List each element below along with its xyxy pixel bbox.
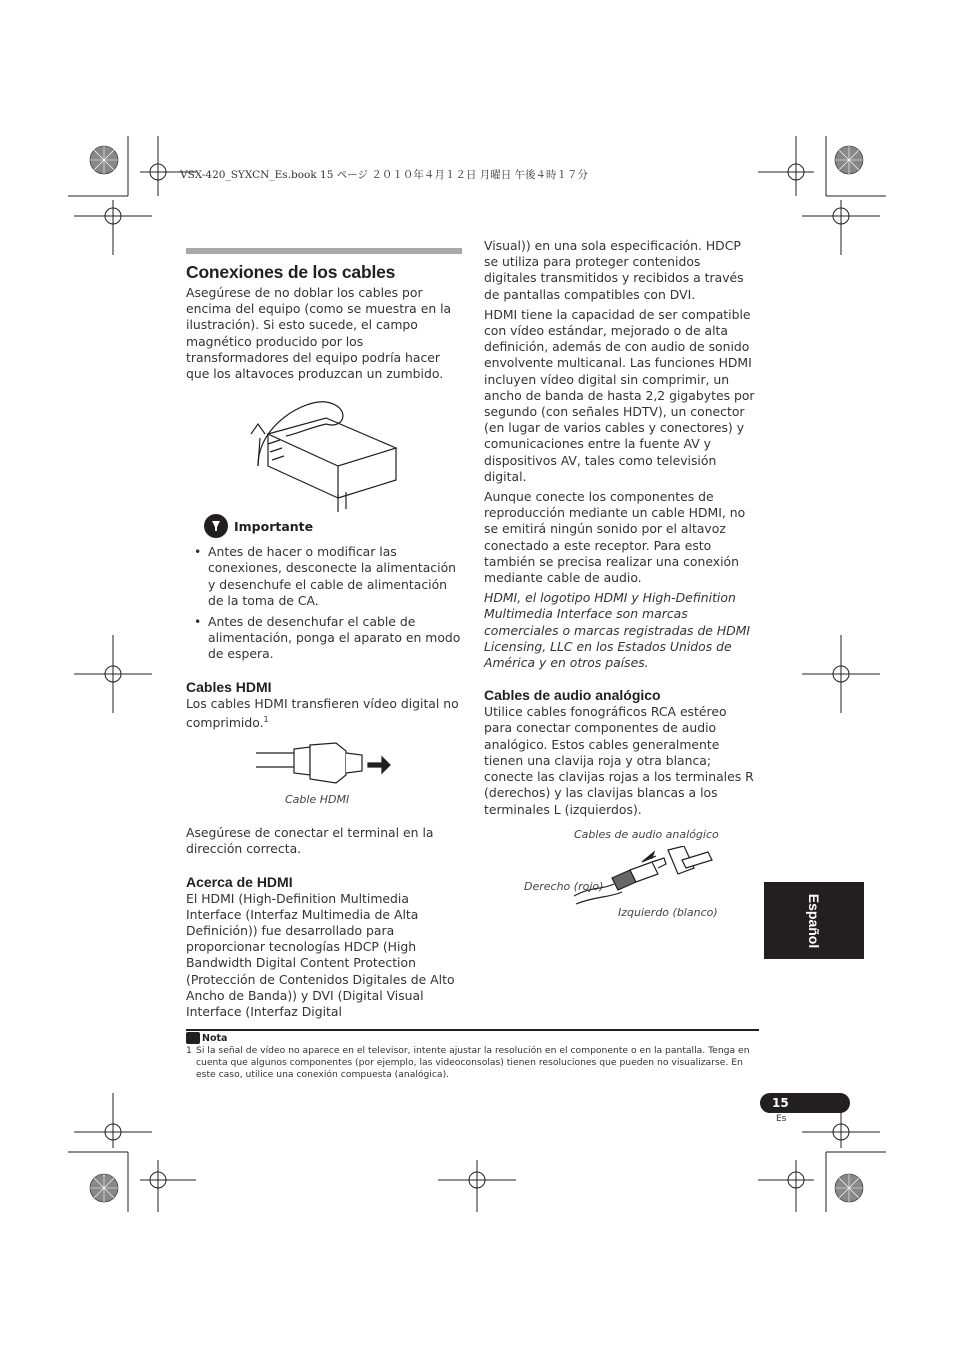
- nota-heading: [186, 1032, 227, 1044]
- page-number: 15: [772, 1096, 789, 1110]
- acerca-hdmi-text-right-3: Aunque conecte los componentes de reproducción mediante un cable HDMI, no se emitirá ningún sonido por el altavoz conectado a este receptor. Para esto también se precisa realizar una conexión mediante cable de audio.: [484, 489, 746, 586]
- language-tab-label: Español: [806, 893, 822, 948]
- hdmi-trademark: HDMI, el logotipo HDMI y High-Definition Multimedia Interface son marcas comerciales o marcas registradas de HDMI Licensing, LLC en los Estados Unidos de América y en otros países.: [484, 590, 751, 671]
- page-language-code: Es: [776, 1114, 787, 1124]
- important-item: • Antes de hacer o modificar las conexiones, desconecte la alimentación y desenchufe el cable de alimentación de la toma de CA.: [208, 544, 462, 609]
- rca-cable-illustration: [484, 828, 756, 928]
- important-list: [186, 544, 462, 662]
- audio-analogico-text: Utilice cables fonográficos RCA estéreo para conectar componentes de audio analógico. Estos cables generalmente tienen una clavija roja y otra blanca; conecte las clavijas rojas a los terminales R (derechos) y las clavijas blancas a los terminales L (izquierdos).: [484, 704, 754, 817]
- rca-caption-main: Cables de audio analógico: [574, 827, 719, 841]
- footnote-number: 1: [186, 1045, 192, 1056]
- acerca-hdmi-text-left: El HDMI (High-Definition Multimedia Interface (Interfaz Multimedia de Alta Definición)) fue desarrollado para proporcionar tecnologías HDCP (High Bandwidth Digital Content Protection (Protección de Contenidos Digitales de Alto Ancho de Banda)) y DVI (Digital Visual Interface (Interfaz Digital: [186, 890, 455, 1019]
- important-label: Importante: [234, 518, 314, 534]
- section-title: Conexiones de los cables: [186, 262, 396, 282]
- hdmi-caption: Cable HDMI: [285, 793, 350, 807]
- important-heading: [204, 514, 462, 538]
- language-tab: [764, 882, 864, 959]
- cables-hdmi-title: Cables HDMI: [186, 678, 272, 695]
- page-number-badge: [760, 1093, 850, 1113]
- left-column: [186, 248, 462, 1024]
- section-rule: [186, 248, 462, 254]
- right-column: [484, 238, 756, 928]
- cables-hdmi-text: Los cables HDMI transfieren vídeo digital no comprimido.$^1$: [186, 695, 459, 730]
- hdmi-direction-note: Asegúrese de conectar el terminal en la dirección correcta.: [186, 825, 434, 857]
- important-icon: [204, 514, 228, 538]
- note-pencil-icon: [186, 1032, 200, 1044]
- footnote: [186, 1045, 758, 1082]
- cable-over-unit-illustration: [186, 386, 462, 504]
- acerca-hdmi-text-right-2: HDMI tiene la capacidad de ser compatible con vídeo estándar, mejorado o de alta definición, además de con audio de sonido envolvente multicanal. Las funciones HDMI incluyen vídeo digital sin comprimir, un ancho de banda de hasta 2,2 gigabytes por segundo (con señales HDTV), un conector (en lugar de varios cables y conectores) y comunicaciones entre la fuente AV y dispositivos AV, tales como televisión digital.: [484, 306, 755, 484]
- footnote-ref: 1: [263, 714, 269, 724]
- rca-caption-right: Derecho (rojo): [524, 879, 604, 893]
- nota-label: Nota: [202, 1032, 228, 1044]
- acerca-hdmi-text-right-1: Visual)) en una sola especificación. HDCP se utiliza para proteger contenidos digitales transmitidos y recibidos a través de pantallas compatibles con DVI.: [484, 238, 744, 302]
- audio-analogico-title: Cables de audio analógico: [484, 687, 661, 704]
- acerca-hdmi-title: Acerca de HDMI: [186, 873, 293, 890]
- important-item: • Antes de desenchufar el cable de alimentación, ponga el aparato en modo de espera.: [208, 614, 462, 663]
- rca-caption-left: Izquierdo (blanco): [618, 905, 718, 919]
- footnote-rule: [186, 1029, 759, 1031]
- receiver-box-drawing: [186, 394, 462, 512]
- hdmi-cable-illustration: [186, 735, 462, 817]
- footnote-text: Si la señal de vídeo no aparece en el televisor, intente ajustar la resolución en el componente o en la pantalla. Tenga en cuenta que algunos componentes (por ejemplo, las videoconsolas) tienen resoluciones que pueden no visualizarse. En este caso, utilice una conexión compuesta (analógica).: [196, 1045, 750, 1081]
- print-header-line: VSX-420_SYXCN_Es.book 15 ページ ２０１０年４月１２日 月曜日 午後４時１７分: [180, 169, 589, 181]
- section-intro: Asegúrese de no doblar los cables por encima del equipo (como se muestra en la ilustración). Si esto sucede, el campo magnético producido por los transformadores del equipo podría hacer que los altavoces produzcan un zumbido.: [186, 285, 452, 382]
